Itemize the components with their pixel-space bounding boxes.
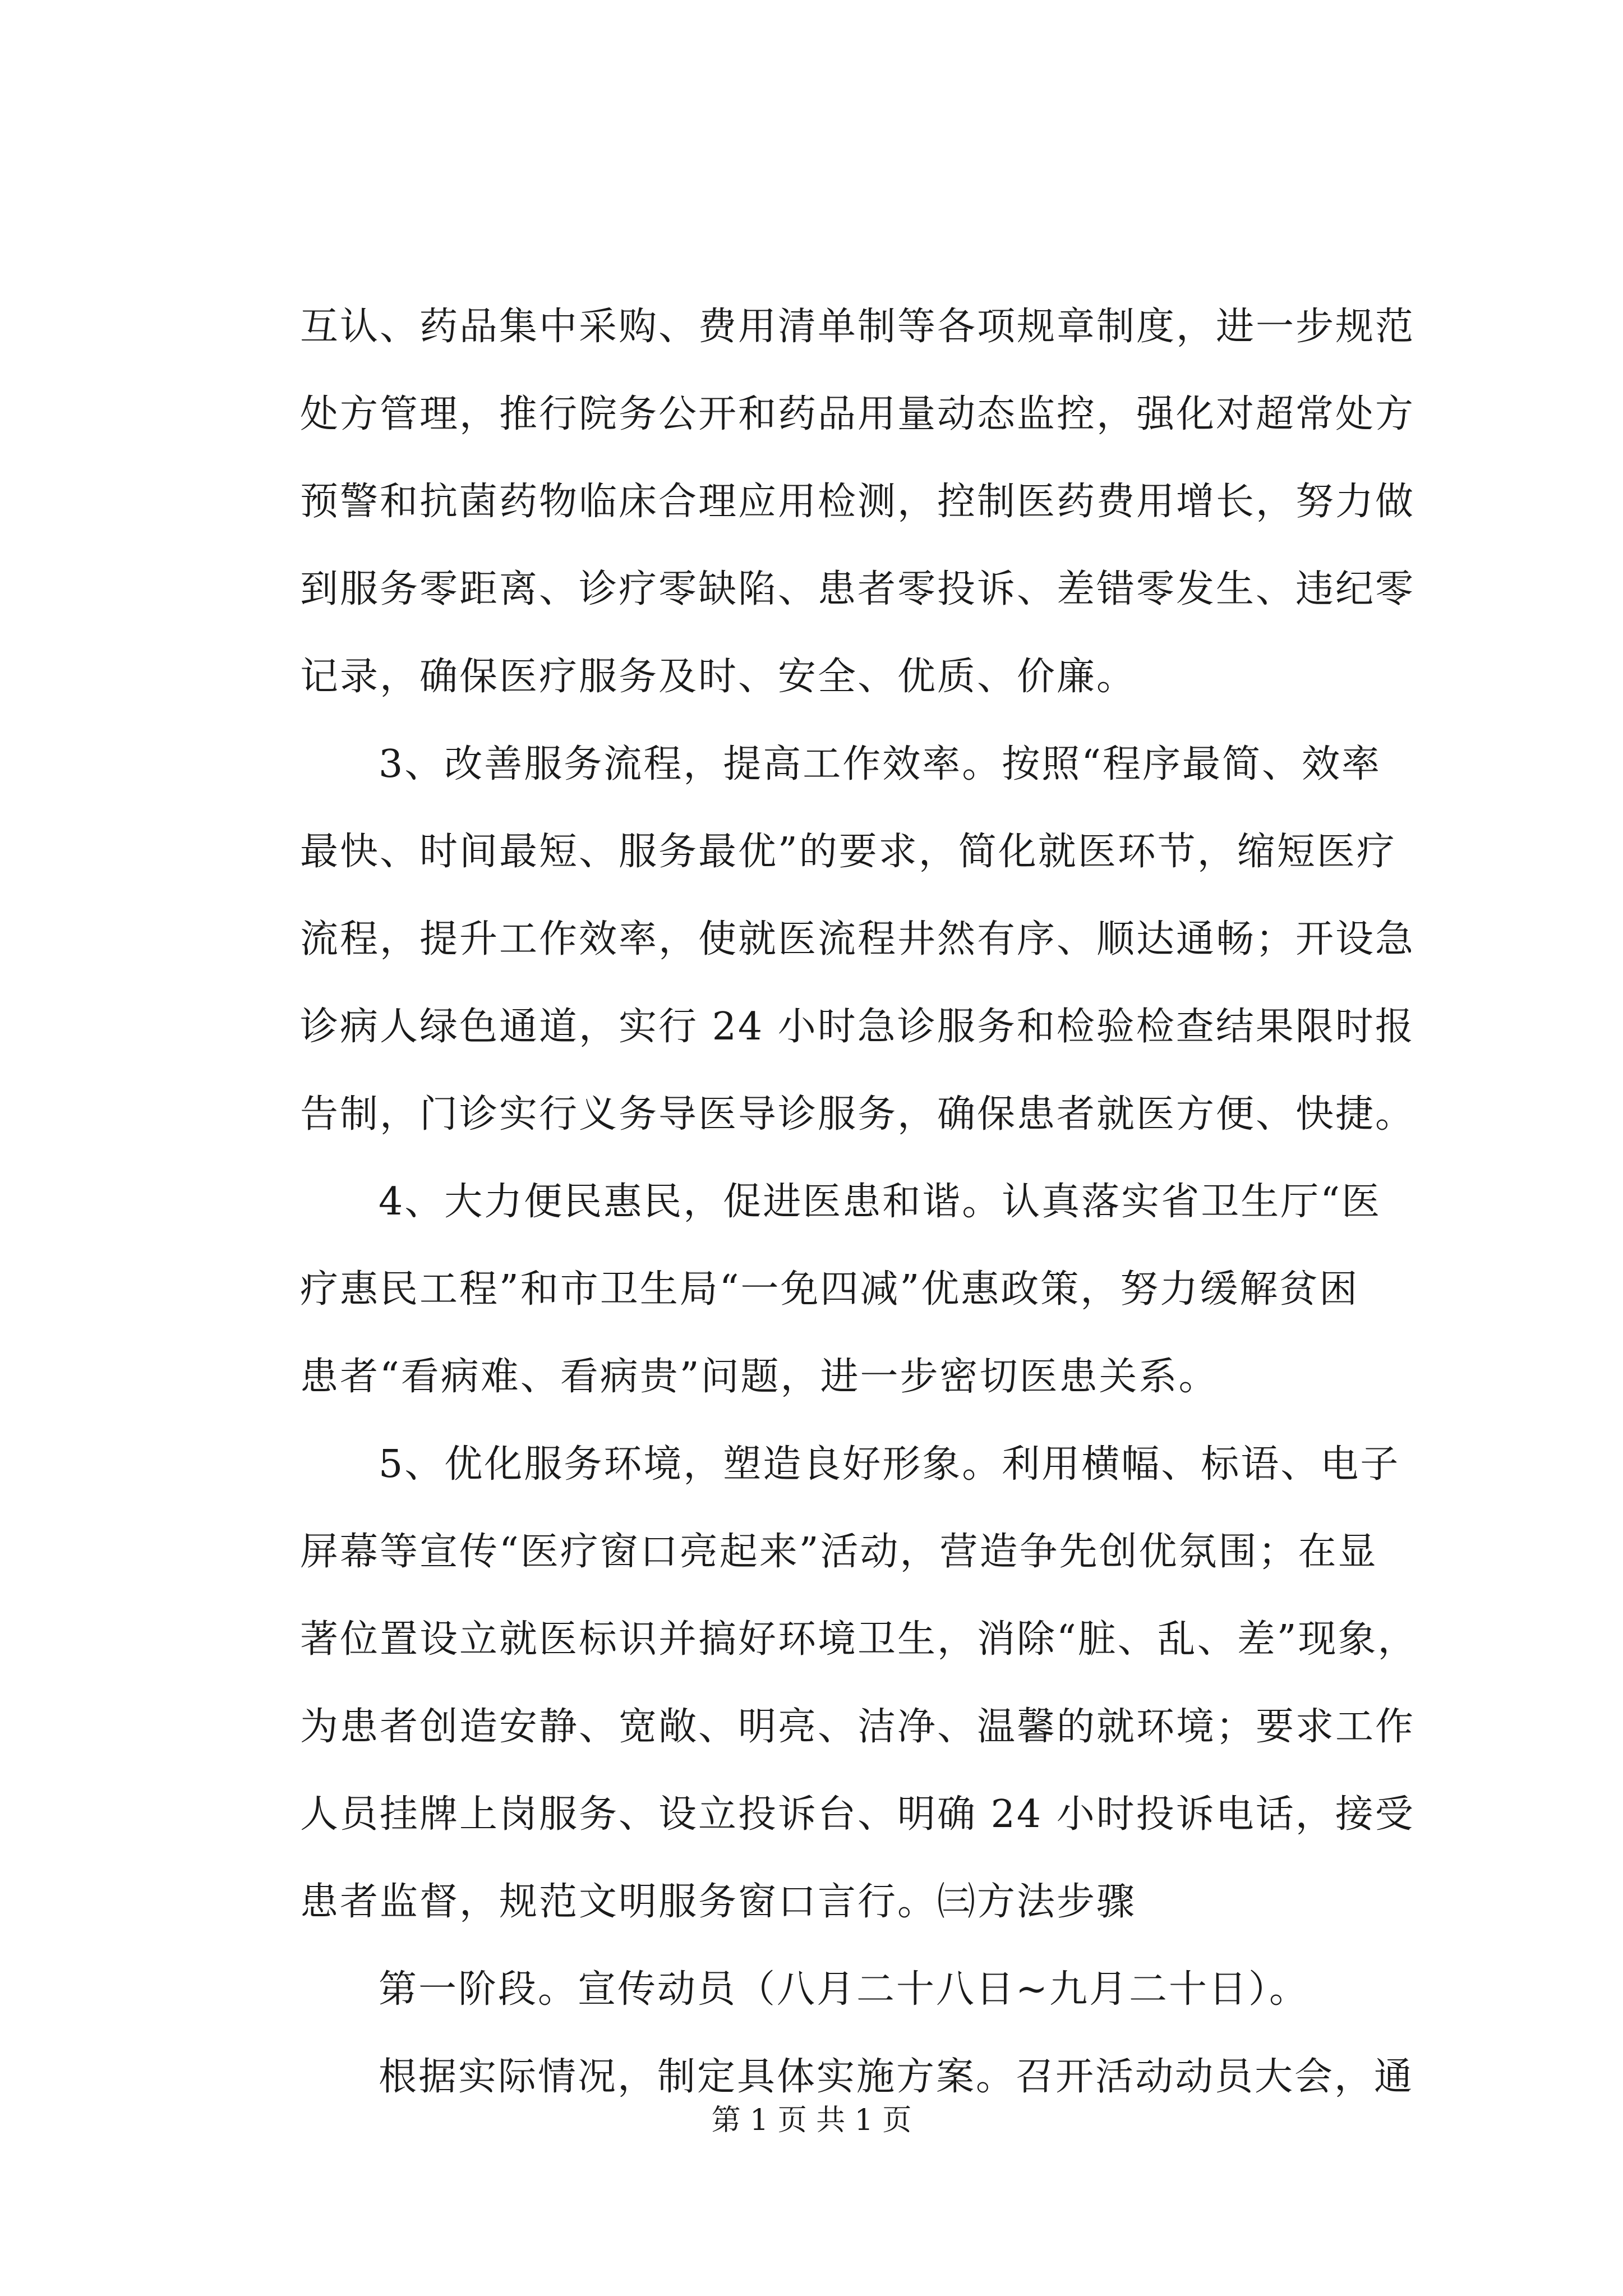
- text-line: 最快、时间最短、服务最优”的要求，简化就医环节，缩短医疗: [300, 830, 1396, 874]
- text-line: 到服务零距离、诊疗零缺陷、患者零投诉、差错零发生、违纪零: [300, 567, 1415, 611]
- text-line: 人员挂牌上岗服务、设立投诉台、明确 24 小时投诉电话，接受: [300, 1792, 1415, 1837]
- text-line: 处方管理，推行院务公开和药品用量动态监控，强化对超常处方: [300, 392, 1415, 436]
- page-footer: 第 1 页 共 1 页: [711, 2104, 912, 2137]
- paragraph-start-line: 第一阶段。宣传动员（八月二十八日~九月二十日）。: [379, 1967, 1309, 2012]
- text-line: 预警和抗菌药物临床合理应用检测，控制医药费用增长，努力做: [300, 480, 1415, 524]
- body-text: [300, 283, 1416, 2121]
- text-line: 患者监督，规范文明服务窗口言行。㈢方法步骤: [300, 1880, 1137, 1924]
- text-line: 疗惠民工程”和市卫生局“一免四减”优惠政策，努力缓解贫困: [300, 1267, 1359, 1312]
- text-line: 记录，确保医疗服务及时、安全、优质、价廉。: [300, 655, 1137, 699]
- paragraph-start-line: 根据实际情况，制定具体实施方案。召开活动动员大会，通: [379, 2055, 1414, 2099]
- text-line: 诊病人绿色通道，实行 24 小时急诊服务和检验检查结果限时报: [300, 1005, 1415, 1049]
- paragraph-start-line: 4、大力便民惠民，促进医患和谐。认真落实省卫生厅“医: [379, 1180, 1382, 1224]
- text-line: 流程，提升工作效率，使就医流程井然有序、顺达通畅；开设急: [300, 917, 1415, 961]
- text-line: 屏幕等宣传“医疗窗口亮起来”活动，营造争先创优氛围；在显: [300, 1530, 1378, 1574]
- text-line: 为患者创造安静、宽敞、明亮、洁净、温馨的就环境；要求工作: [300, 1705, 1415, 1749]
- paragraph-start-line: 3、改善服务流程，提高工作效率。按照“程序最简、效率: [379, 742, 1382, 786]
- text-line: 著位置设立就医标识并搞好环境卫生，消除“脏、乱、差”现象，: [300, 1617, 1418, 1662]
- text-line: 告制，门诊实行义务导医导诊服务，确保患者就医方便、快捷。: [300, 1092, 1415, 1137]
- paragraph-start-line: 5、优化服务环境，塑造良好形象。利用横幅、标语、电子: [379, 1442, 1400, 1487]
- text-line: 患者“看病难、看病贵”问题，进一步密切医患关系。: [300, 1355, 1219, 1399]
- text-line: 互认、药品集中采购、费用清单制等各项规章制度，进一步规范: [300, 305, 1415, 349]
